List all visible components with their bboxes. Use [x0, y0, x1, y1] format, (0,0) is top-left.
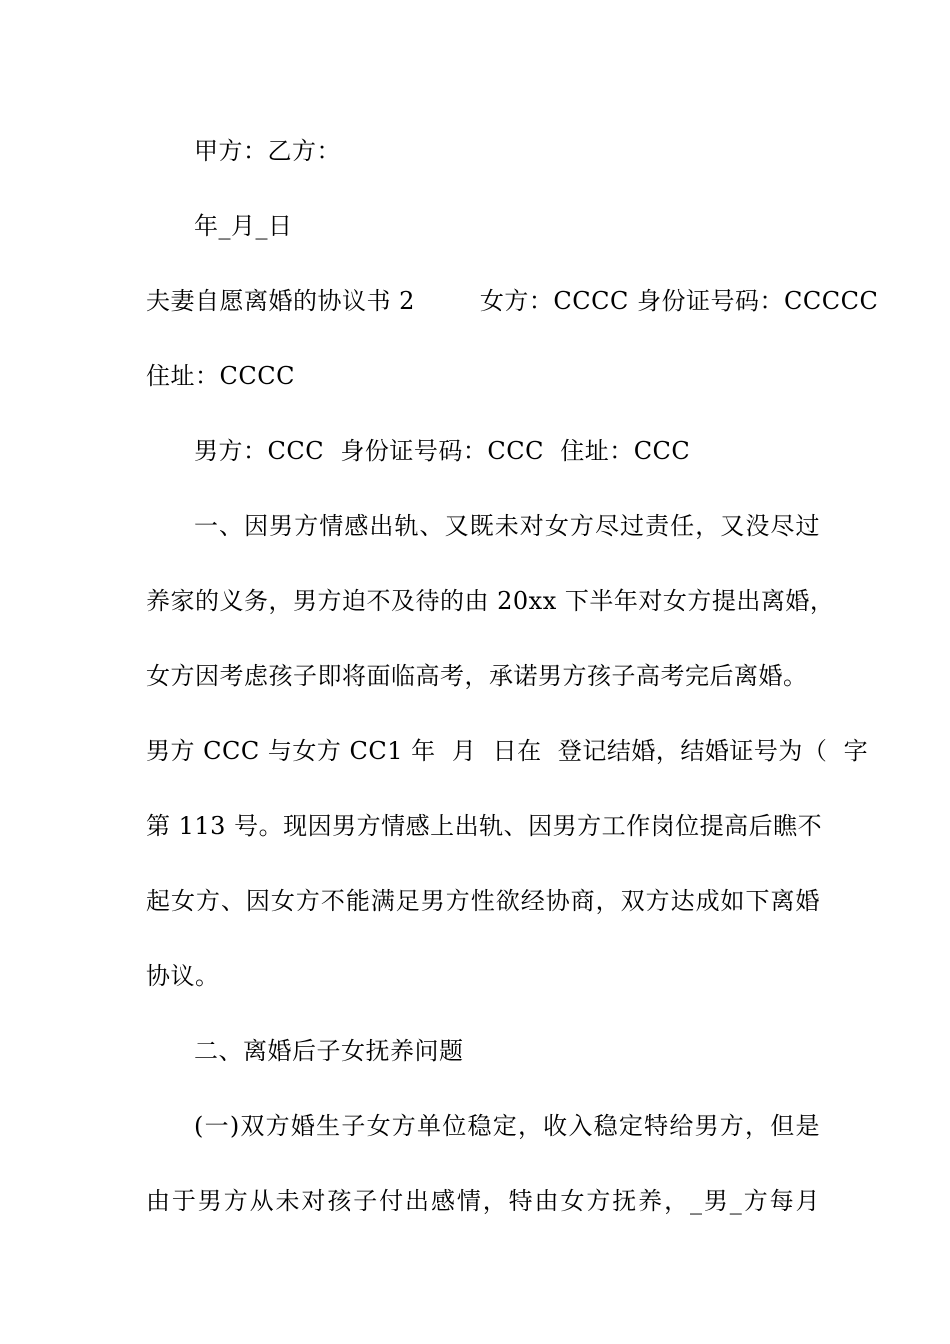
paragraph-line: 女方因考虑孩子即将面临高考，承诺男方孩子高考完后离婚。 — [146, 662, 808, 690]
agreement-title-line: 夫妻自愿离婚的协议书 2 女方：CCCC 身份证号码：CCCCC — [146, 287, 879, 315]
paragraph-line: 一、因男方情感出轨、又既未对女方尽过责任，又没尽过 — [194, 512, 820, 540]
paragraph-line: (一)双方婚生子女方单位稳定，收入稳定特给男方，但是 — [194, 1112, 820, 1140]
paragraph-line: 男方 CCC 与女方 CC1 年 月 日在 登记结婚，结婚证号为（ 字 — [146, 737, 869, 765]
paragraph-line: 协议。 — [146, 962, 220, 990]
paragraph-line: 由于男方从未对孩子付出感情，特由女方抚养，_男_方每月 — [146, 1187, 820, 1215]
paragraph-line: 第 113 号。现因男方情感上出轨、因男方工作岗位提高后瞧不 — [146, 812, 823, 840]
date-line: 年_月_日 — [194, 212, 293, 240]
paragraph-line: 养家的义务，男方迫不及待的由 20xx 下半年对女方提出离婚， — [146, 587, 835, 615]
paragraph-line: 起女方、因女方不能满足男方性欲经协商，双方达成如下离婚 — [146, 887, 820, 915]
section-heading: 二、离婚后子女抚养问题 — [194, 1037, 464, 1065]
address-line: 住址：CCCC — [146, 362, 295, 390]
signature-parties-line: 甲方：乙方： — [194, 137, 341, 165]
male-party-line: 男方：CCC 身份证号码：CCC 住址：CCC — [194, 437, 691, 465]
